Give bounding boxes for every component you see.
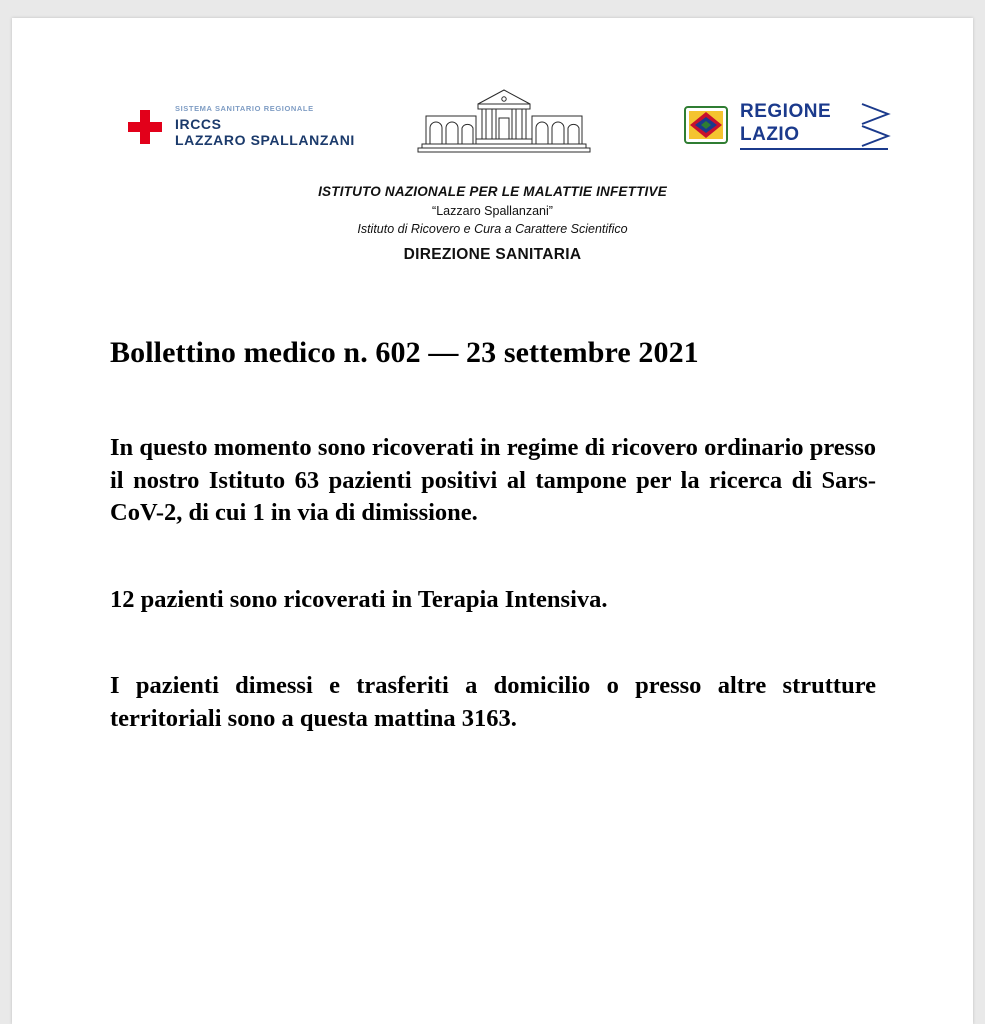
institute-caption	[12, 184, 973, 264]
institute-subtitle-line: “Lazzaro Spallanzani”	[432, 204, 553, 218]
paragraph-discharged: I pazienti dimessi e trasferiti a domicilio o presso altre strutture territoriali sono a questa mattina 3163.	[110, 672, 876, 732]
lazio-label: LAZIO	[740, 124, 800, 145]
red-cross-icon	[128, 110, 162, 144]
institute-department-line: DIREZIONE SANITARIA	[403, 246, 582, 263]
institute-name-line: ISTITUTO NAZIONALE PER LE MALATTIE INFETTIVE	[318, 184, 667, 199]
page-title: Bollettino medico n. 602 — 23 settembre 2021	[110, 336, 699, 369]
document-page	[12, 18, 973, 1024]
irccs-label: IRCCS	[175, 116, 222, 132]
neoclassical-building-icon	[416, 88, 592, 166]
regione-label: REGIONE	[740, 101, 832, 122]
regione-lazio-mark-icon	[684, 106, 728, 144]
lazzaro-spallanzani-label: LAZZARO SPALLANZANI	[175, 132, 355, 148]
sistema-sanitario-regionale-label: SISTEMA SANITARIO REGIONALE	[175, 104, 314, 113]
institute-classification-line: Istituto di Ricovero e Cura a Carattere Scientifico	[357, 222, 628, 236]
paragraph-hospitalized: In questo momento sono ricoverati in regime di ricovero ordinario presso il nostro Istituto 63 pazienti positivi al tampone per la ricerca di Sars-CoV-2, di cui 1 in via di dimissione.	[110, 434, 876, 527]
lazio-swoosh-icon	[860, 100, 892, 150]
spallanzani-logo	[120, 96, 370, 152]
letterhead	[12, 18, 973, 188]
regione-lazio-logo	[684, 100, 890, 152]
document-body	[110, 336, 876, 735]
paragraph-intensive-care: 12 pazienti sono ricoverati in Terapia Intensiva.	[110, 585, 608, 613]
